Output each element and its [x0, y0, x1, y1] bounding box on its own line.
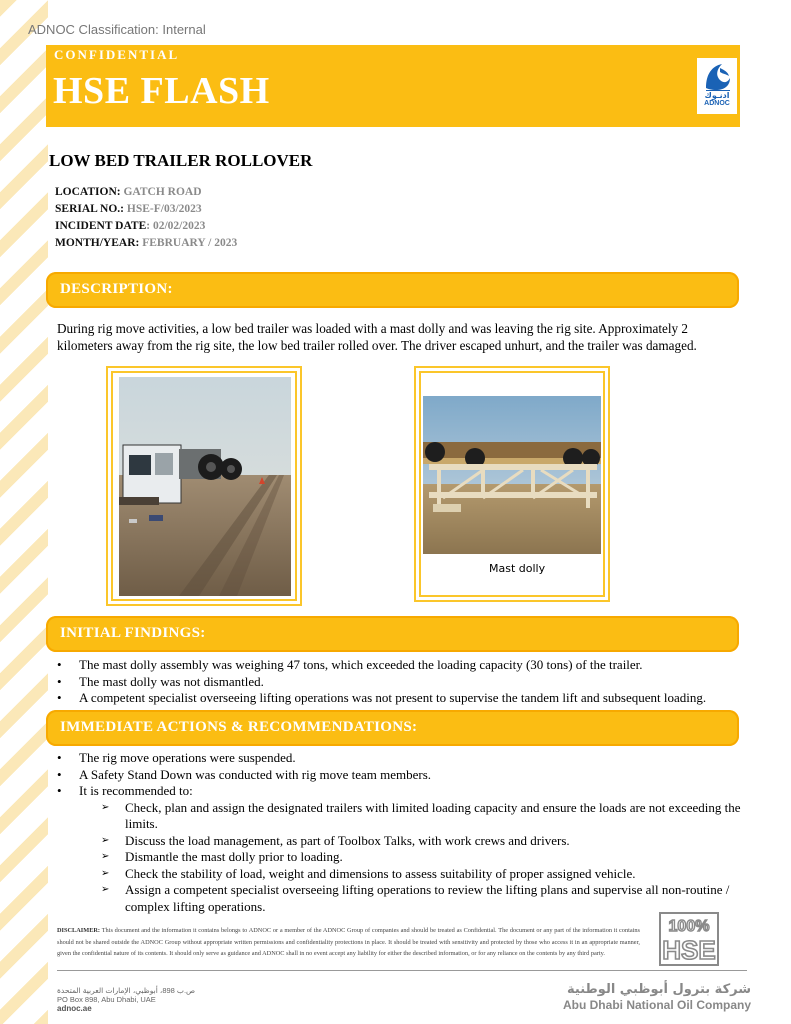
banner-title: HSE FLASH	[53, 70, 270, 112]
adnoc-logo	[697, 58, 737, 114]
hse-badge-bottom: HSE	[662, 935, 716, 965]
address-english: PO Box 898, Abu Dhabi, UAE	[57, 995, 156, 1004]
hse-badge-top: 100%	[668, 918, 710, 935]
month-year-value: FEBRUARY / 2023	[142, 237, 238, 249]
serial-label: SERIAL NO.:	[55, 203, 125, 215]
incident-date-label: INCIDENT DATE	[55, 220, 147, 232]
page-title: LOW BED TRAILER ROLLOVER	[49, 151, 313, 170]
photo-left-frame	[106, 366, 302, 606]
footer-address	[57, 986, 195, 1013]
list-item	[55, 783, 745, 915]
location-label: LOCATION:	[55, 186, 121, 198]
findings-header	[46, 616, 739, 652]
recommendation-item: ➢ Discuss the load management, as part of Toolbox Talks, with work crews and drivers.	[101, 833, 745, 850]
month-year-label: MONTH/YEAR:	[55, 237, 140, 249]
header-banner	[46, 45, 740, 127]
recommendation-item: ➢ Assign a competent specialist overseeing lifting operations to review the lifting plans and supervise all non-routine / complex lifting operations.	[101, 882, 745, 915]
list-item: • A Safety Stand Down was conducted with rig move team members.	[55, 767, 745, 784]
description-text: During rig move activities, a low bed trailer was loaded with a mast dolly and was leaving the rig site. Approximately 2 kilometers away from the rig site, the low bed trailer rolled over. The driver escaped unhurt, and the trailer was damaged.	[57, 321, 697, 353]
company-name	[563, 982, 751, 1013]
actions-heading: IMMEDIATE ACTIONS & RECOMMENDATIONS:	[60, 719, 418, 735]
findings-list	[55, 657, 755, 707]
company-arabic: شركة بترول أبوظبي الوطنية	[567, 982, 751, 997]
recommendation-item: ➢ Dismantle the mast dolly prior to loading.	[101, 849, 745, 866]
incident-date-value: : 02/02/2023	[146, 220, 206, 232]
disclaimer-text: This document and the information it contains belongs to ADNOC or a member of the ADNOC Group of companies and should be treated as Confidential. The document or any part of the information it contains should not be shared outside the ADNOC Group without appropriate written permissions and confidentiality protections in place. It should be treated with sensitivity and protected by those who access it in an appropriate manner, given the confidential nature of its contents. It should only serve as guidance and ADNOC shall in no event accept any liability for either the described information, or for any reliance on the contents by any third party.	[57, 927, 640, 957]
list-item: • The rig move operations were suspended.	[55, 750, 745, 767]
mast-dolly-photo	[423, 396, 601, 554]
confidential-label: CONFIDENTIAL	[54, 47, 180, 62]
photo-caption: Mast dolly	[489, 562, 546, 575]
recommendation-item: ➢ Check the stability of load, weight and dimensions to assess suitability of proper assigned vehicle.	[101, 866, 745, 883]
disclaimer-label: DISCLAIMER:	[57, 927, 101, 934]
website-link[interactable]: adnoc.ae	[57, 1004, 92, 1013]
company-english: Abu Dhabi National Oil Company	[562, 998, 751, 1012]
location-value: GATCH ROAD	[123, 186, 202, 198]
disclaimer	[57, 925, 640, 960]
incident-meta	[55, 184, 237, 252]
logo-arabic: ادنـوك	[704, 91, 730, 100]
logo-english: ADNOC	[704, 100, 730, 107]
adnoc-logo-icon	[702, 60, 732, 92]
serial-value: HSE-F/03/2023	[126, 203, 202, 215]
actions-header	[46, 710, 739, 746]
recommendation-item: ➢ Check, plan and assign the designated trailers with limited loading capacity and ensure the loads are not exceeding the limits.	[101, 800, 745, 833]
list-item: • The mast dolly was not dismantled.	[55, 674, 755, 691]
recommendations-list	[101, 800, 745, 916]
footer-divider	[57, 970, 747, 971]
list-item: • A competent specialist overseeing lifting operations was not present to supervise the tandem lift and subsequent loading.	[55, 690, 755, 707]
findings-heading: INITIAL FINDINGS:	[60, 625, 206, 641]
decorative-stripes	[0, 0, 48, 1024]
trailer-rollover-photo	[119, 377, 291, 596]
list-item: • The mast dolly assembly was weighing 47 tons, which exceeded the loading capacity (30 tons) of the trailer.	[55, 657, 755, 674]
description-header	[46, 272, 739, 308]
actions-list	[55, 750, 745, 915]
list-item-text: It is recommended to:	[79, 783, 193, 798]
photo-right-frame	[414, 366, 610, 602]
hse-badge	[659, 912, 719, 966]
classification-label: ADNOC Classification: Internal	[28, 22, 206, 37]
description-heading: DESCRIPTION:	[60, 281, 173, 297]
address-arabic: ص.ب 898، أبوظبي، الإمارات العربية المتحدة	[57, 986, 196, 995]
